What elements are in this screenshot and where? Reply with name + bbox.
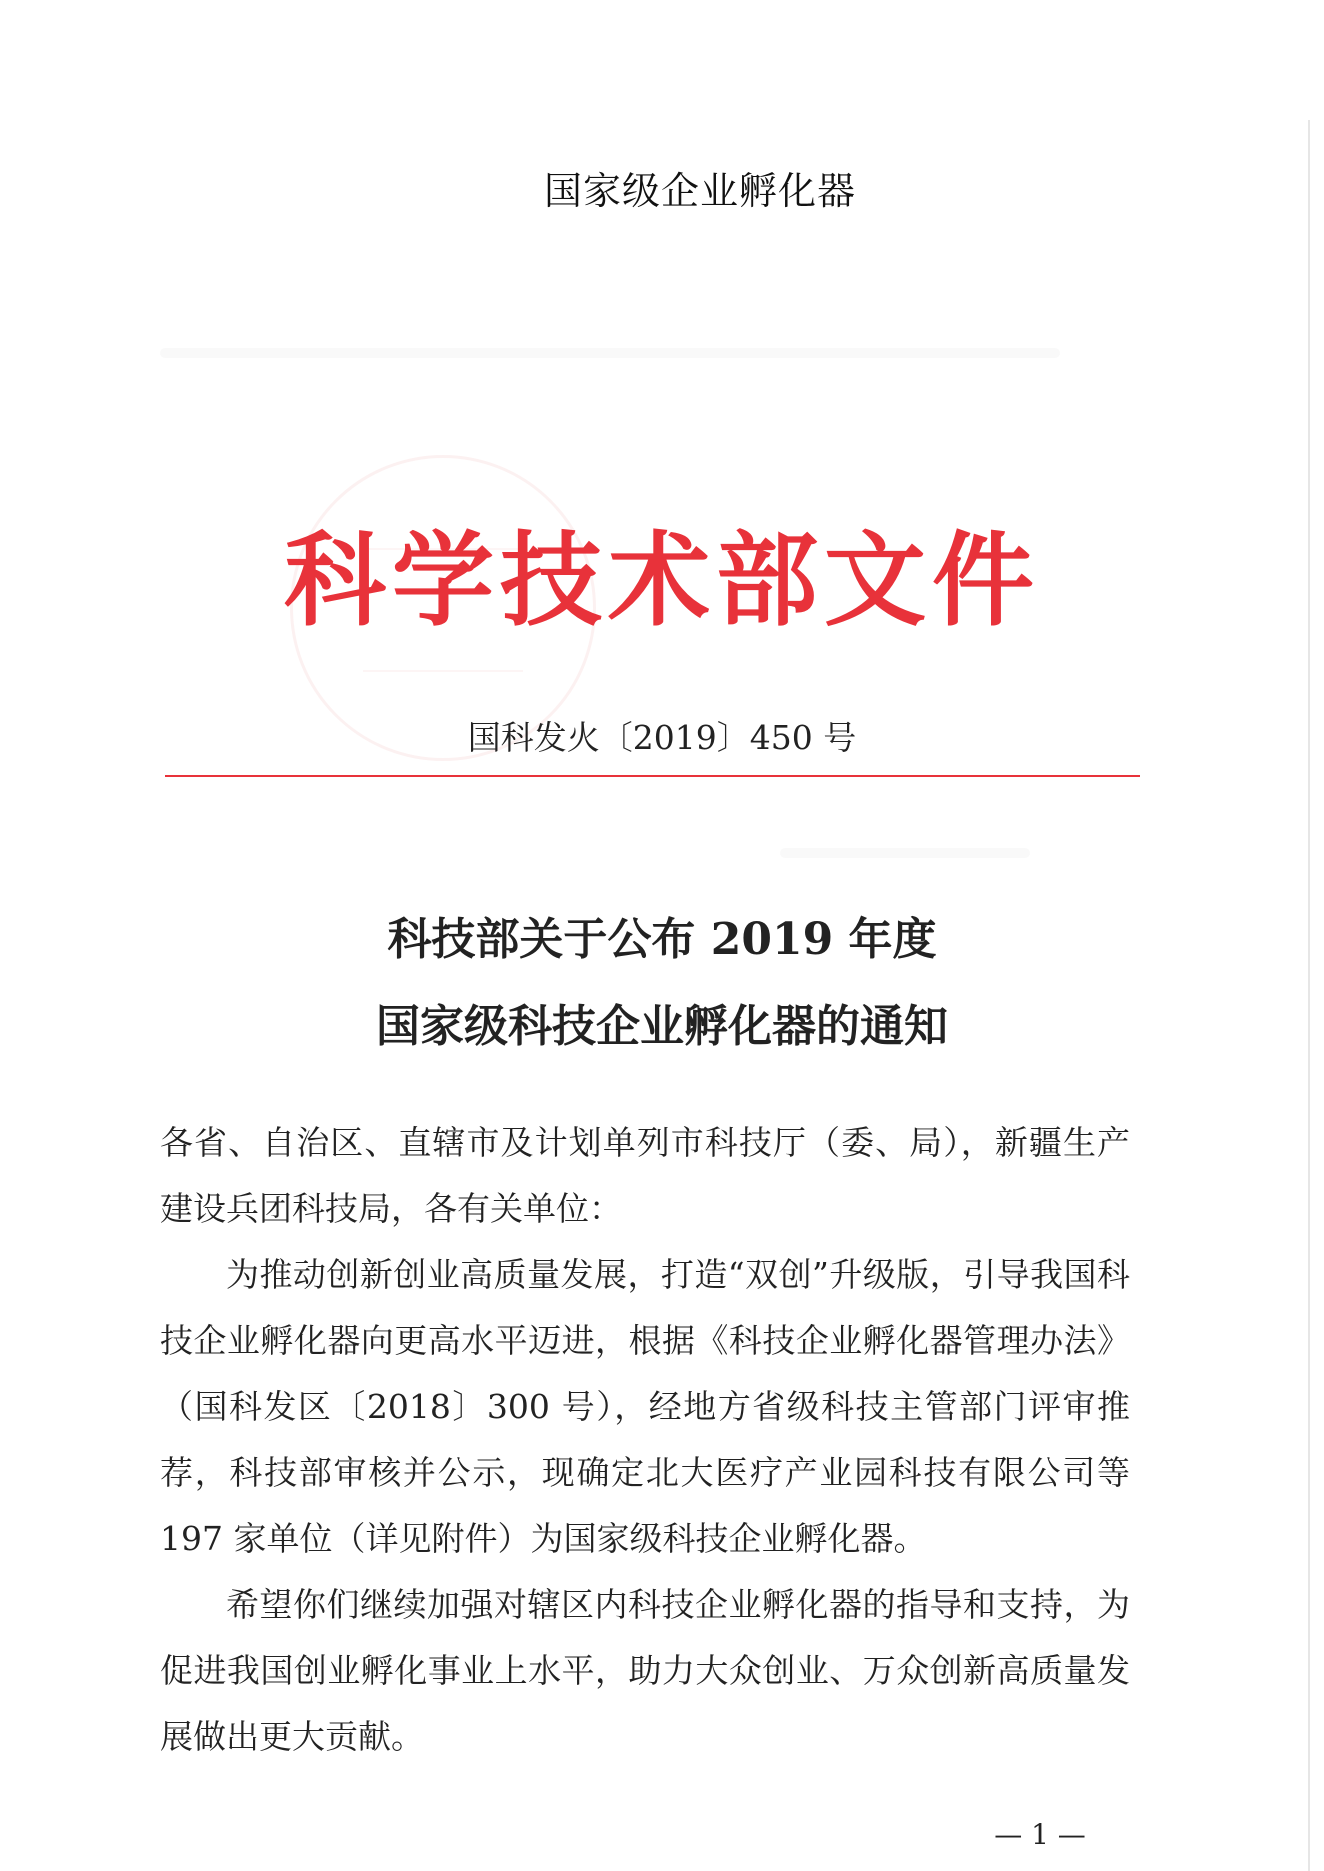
notice-title-line-2: 国家级科技企业孵化器的通知 [376, 1001, 948, 1052]
ghost-print-line [780, 848, 1030, 858]
ghost-print-line [160, 348, 1060, 358]
notice-title-line-1: 科技部关于公布 2019 年度 [387, 914, 937, 965]
red-divider [165, 775, 1140, 777]
issuer-masthead: 科学技术部文件 [284, 522, 1040, 641]
document-number: 国科发火〔2019〕450 号 [467, 718, 857, 757]
body-paragraph-1: 为推动创新创业高质量发展，打造“双创”升级版，引导我国科技企业孵化器向更高水平迈进，根据《科技企业孵化器管理办法》（国科发区〔2018〕300 号），经地方省级科技主管部门评审推荐，科技部审核并公示，现确定北大医疗产业园科技有限公司等 197 家单位（详见附件）为国家级科技企业孵化器。 [160, 1255, 1130, 1558]
body-paragraph-2: 希望你们继续加强对辖区内科技企业孵化器的指导和支持，为促进我国创业孵化事业上水平，助力大众创业、万众创新高质量发展做出更大贡献。 [160, 1585, 1130, 1756]
page-number: — 1 — [994, 1818, 1086, 1851]
addressee-paragraph: 各省、自治区、直辖市及计划单列市科技厅（委、局），新疆生产建设兵团科技局，各有关单位： [160, 1123, 1130, 1228]
document-header-title: 国家级企业孵化器 [543, 169, 856, 213]
